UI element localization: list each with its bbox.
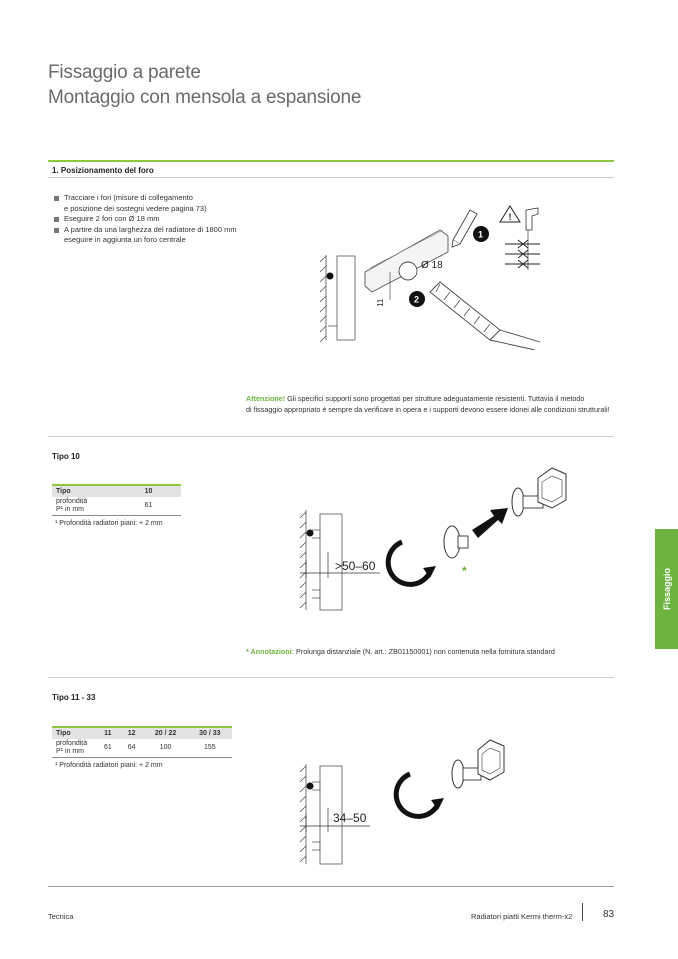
step-item xyxy=(52,225,237,246)
step-3-line1: A partire da una larghezza del radiatore di 1800 mm xyxy=(64,224,237,234)
tipo11-33-heading: Tipo 11 - 33 xyxy=(52,693,96,702)
row-label-line1: profondità xyxy=(56,498,88,505)
tipo11-33-illustration xyxy=(290,728,520,868)
drilling-illustration xyxy=(310,200,550,350)
tipo11-33-table xyxy=(52,726,232,758)
step-badge-2-label: 2 xyxy=(414,294,420,305)
dimension-label: 11 xyxy=(376,298,385,307)
bracket-point-icon xyxy=(307,530,314,537)
warning-note-line1 xyxy=(246,394,610,405)
tipo11-value-12: 64 xyxy=(120,739,144,758)
drill-diameter-label: Ø 18 xyxy=(421,260,443,271)
page-title-line2: Montaggio con mensola a espansione xyxy=(48,87,362,108)
drill-point-icon xyxy=(327,273,334,280)
tipo10-dimension-label: >50–60 xyxy=(335,559,376,573)
tipo10-row-label xyxy=(52,497,116,516)
insert-arrow-icon xyxy=(472,508,508,538)
tipo10-annotation xyxy=(246,647,555,658)
warning-text-1: Gli specifici supporti sono progettati per strutture adeguatamente resistenti. Tuttavia il metodo xyxy=(285,394,585,403)
side-tab-label: Fissaggio xyxy=(661,567,672,611)
divider-2 xyxy=(48,677,614,678)
warning-text-2: di fissaggio appropriato è sempre da verificare in opera e i supporti devono essere idonei alle condizioni strutturali! xyxy=(246,404,610,414)
tipo11-header-col-30-33: 30 / 33 xyxy=(188,727,232,739)
detector-icon xyxy=(526,208,538,230)
tipo11-value-20-22: 100 xyxy=(144,739,188,758)
warning-label: Attenzione! xyxy=(246,394,286,403)
step-item xyxy=(52,193,237,214)
annotation-text: Prolunga distanziale (N. art.: ZB01150001) non contenuta nella fornitura standard xyxy=(294,647,555,656)
annotation-label: * Annotazioni: xyxy=(246,647,295,656)
rotate-arrow-icon xyxy=(396,774,438,816)
divider-1 xyxy=(48,436,614,437)
section1-top-rule xyxy=(48,160,614,162)
tipo10-value: 61 xyxy=(116,497,181,516)
wall-hatch-icon xyxy=(300,510,306,610)
row-label-line1: profondità xyxy=(56,740,88,747)
section1-bottom-rule xyxy=(48,177,614,178)
bracket-disc-icon xyxy=(452,760,464,788)
radiator-side-icon xyxy=(337,256,355,340)
tipo11-33-dimension-label: 34–50 xyxy=(333,811,367,825)
footer-separator xyxy=(582,903,583,921)
tipo10-header-col: 10 xyxy=(116,485,181,497)
tipo11-row-label xyxy=(52,739,96,758)
wall-hatch-icon xyxy=(300,764,306,864)
step-3-line2: eseguire in aggiunta un foro centrale xyxy=(64,235,186,244)
bracket-point-icon xyxy=(307,783,314,790)
tipo11-header-col-20-22: 20 / 22 xyxy=(144,727,188,739)
step-1-line1: Tracciare i fori (misure di collegamento xyxy=(64,193,193,202)
step-badge-1-label: 1 xyxy=(478,229,484,240)
tipo10-header-label: Tipo xyxy=(52,485,116,497)
tipo11-header-label: Tipo xyxy=(52,727,96,739)
svg-text:!: ! xyxy=(508,212,512,222)
table-row xyxy=(52,739,232,758)
pencil-icon xyxy=(452,210,477,247)
step-2-line1: Eseguire 2 fori con Ø 18 mm xyxy=(64,214,160,223)
tipo10-table xyxy=(52,484,181,516)
wall-hatch-icon xyxy=(320,255,326,342)
page-title-line1: Fissaggio a parete xyxy=(48,62,201,83)
table-row xyxy=(52,497,181,516)
footer-rule xyxy=(48,886,614,887)
drill-bit-icon xyxy=(430,282,540,350)
tipo11-value-11: 61 xyxy=(96,739,120,758)
side-tab-fissaggio[interactable] xyxy=(655,529,678,649)
footer-left: Tecnica xyxy=(48,912,74,921)
footer-right: Radiatori piatti Kermi therm-x2 xyxy=(471,912,573,921)
step-1-line2: e posizione dei sostegni vedere pagina 73) xyxy=(64,203,207,213)
page-number: 83 xyxy=(603,909,615,920)
section1-heading: 1. Posizionamento del foro xyxy=(52,166,154,175)
hole-circle-icon xyxy=(399,262,417,280)
hazard-symbols-icon xyxy=(505,230,540,270)
rotate-arrow-icon xyxy=(388,542,430,584)
bracket-disc-icon xyxy=(512,488,524,516)
tipo11-header-col-11: 11 xyxy=(96,727,120,739)
section1-step-list xyxy=(52,193,237,246)
tipo11-header-col-12: 12 xyxy=(120,727,144,739)
tipo11-33-footnote: ¹ Profondità radiatori piani: + 2 mm xyxy=(55,762,163,769)
step-item xyxy=(52,214,237,225)
row-label-line2: P¹ in mm xyxy=(56,748,84,755)
row-label-line2: P¹ in mm xyxy=(56,506,84,513)
tipo10-heading: Tipo 10 xyxy=(52,452,80,461)
tipo10-asterisk: * xyxy=(462,564,467,578)
tipo10-footnote: ¹ Profondità radiatori piani: + 2 mm xyxy=(55,520,163,527)
tipo11-value-30-33: 155 xyxy=(188,739,232,758)
warning-note xyxy=(246,394,610,415)
tipo10-illustration xyxy=(290,460,570,620)
